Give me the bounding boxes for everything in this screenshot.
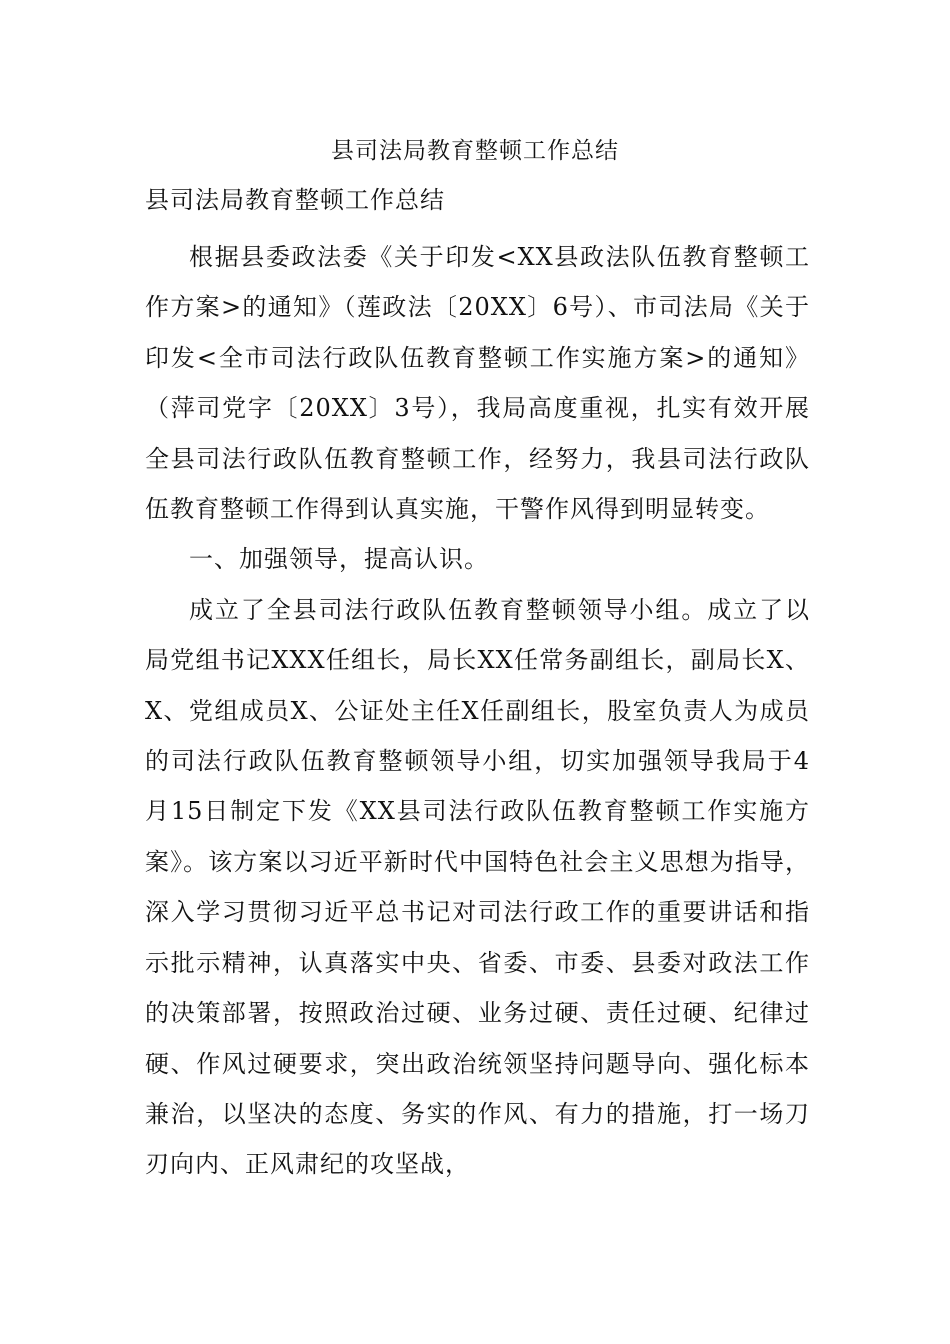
section-heading-1: 一、加强领导，提高认识。 [189,545,489,574]
document-title: 县司法局教育整顿工作总结 [331,138,619,164]
document-body [145,180,810,1190]
paragraph-intro: 根据县委政法委《关于印发<XX县政法队伍教育整顿工作方案>的通知》（莲政法〔20XX〕6号）、市司法局《关于印发<全市司法行政队伍教育整顿工作实施方案>的通知》（萍司党字〔20XX〕3号），我局高度重视，扎实有效开展全县司法行政队伍教育整顿工作，经努力，我县司法行政队伍教育整顿工作得到认真实施，干警作风得到明显转变。 [145,243,810,524]
paragraph-section-1: 成立了全县司法行政队伍教育整顿领导小组。成立了以局党组书记XXX任组长，局长XX任常务副组长，副局长X、X、党组成员X、公证处主任X任副组长，股室负责人为成员的司法行政队伍教育整顿领导小组，切实加强领导我局于4月15日制定下发《XX县司法行政队伍教育整顿工作实施方案》。该方案以习近平新时代中国特色社会主义思想为指导，深入学习贯彻习近平总书记对司法行政工作的重要讲话和指示批示精神，认真落实中央、省委、市委、县委对政法工作的决策部署，按照政治过硬、业务过硬、责任过硬、纪律过硬、作风过硬要求，突出政治统领坚持问题导向、强化标本兼治，以坚决的态度、务实的作风、有力的措施，打一场刀刃向内、正风肃纪的攻坚战， [145,595,810,1179]
document-subtitle: 县司法局教育整顿工作总结 [145,186,445,214]
